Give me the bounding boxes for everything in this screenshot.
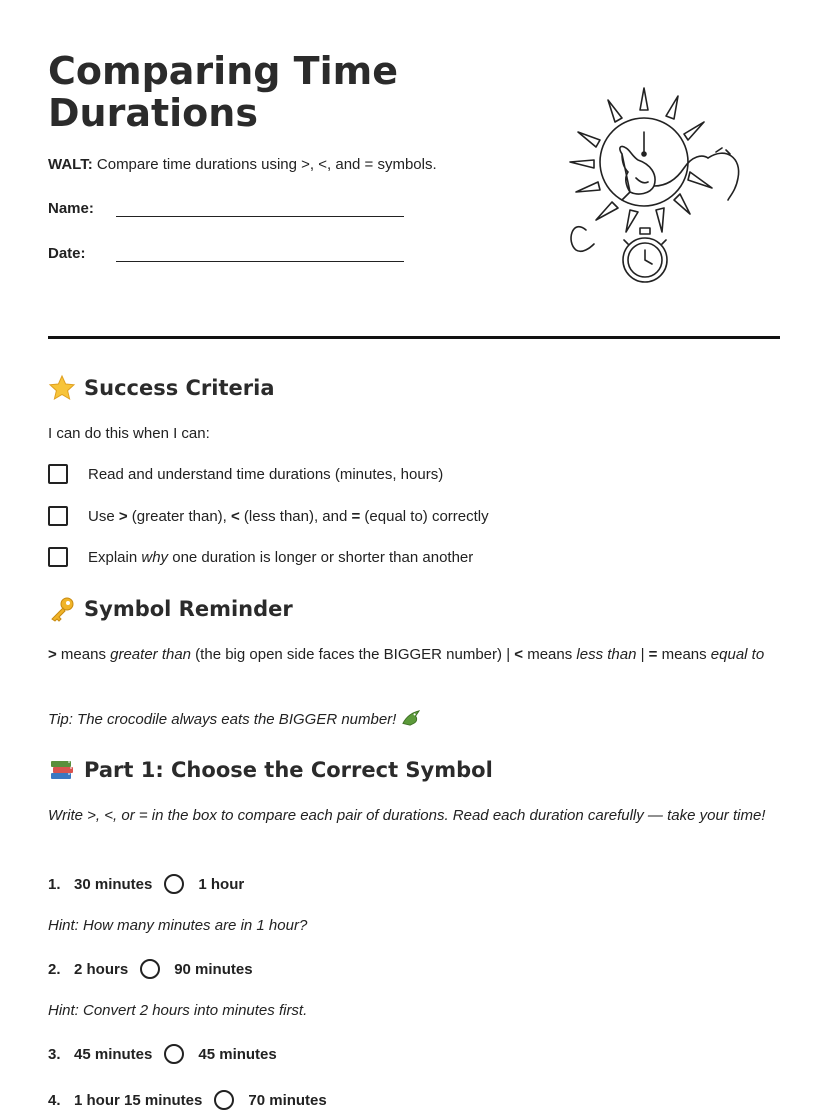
part1-title: Part 1: Choose the Correct Symbol bbox=[84, 758, 493, 782]
hint-text: Hint: Convert 2 hours into minutes first. bbox=[48, 1002, 308, 1019]
right-duration: 45 minutes bbox=[198, 1045, 277, 1063]
question-row: 3. 45 minutes 45 minutes bbox=[48, 1045, 277, 1063]
symbol-reminder-title: Symbol Reminder bbox=[84, 597, 293, 621]
books-icon bbox=[48, 756, 76, 784]
date-field[interactable] bbox=[48, 245, 116, 262]
question-row: 2. 2 hours 90 minutes bbox=[48, 960, 253, 978]
success-intro: I can do this when I can: bbox=[48, 425, 210, 442]
symbol-reminder-text: > means greater than (the big open side faces the BIGGER number) | < means less than | = means equal to bbox=[48, 646, 765, 663]
criteria-text: Use > (greater than), < (less than), and = (equal to) correctly bbox=[88, 507, 489, 525]
criteria-checkbox[interactable] bbox=[48, 547, 68, 567]
right-duration: 70 minutes bbox=[248, 1091, 327, 1109]
left-duration: 30 minutes bbox=[74, 875, 153, 893]
left-duration: 1 hour 15 minutes bbox=[74, 1091, 203, 1109]
sun-clock-illustration-icon bbox=[566, 82, 750, 292]
key-icon bbox=[48, 595, 76, 623]
question-row: 4. 1 hour 15 minutes 70 minutes bbox=[48, 1091, 327, 1109]
criteria-item[interactable] bbox=[48, 506, 489, 526]
name-line[interactable] bbox=[116, 216, 404, 217]
answer-circle[interactable] bbox=[164, 874, 184, 894]
name-field[interactable] bbox=[48, 200, 116, 217]
crocodile-icon bbox=[401, 709, 421, 727]
header-divider bbox=[48, 336, 780, 339]
success-criteria-heading bbox=[48, 374, 275, 402]
answer-circle[interactable] bbox=[214, 1090, 234, 1110]
question-row: 1. 30 minutes 1 hour bbox=[48, 875, 245, 893]
star-icon bbox=[48, 374, 76, 402]
answer-circle[interactable] bbox=[140, 959, 160, 979]
name-label: Name: bbox=[48, 200, 94, 217]
criteria-text: Read and understand time durations (minutes, hours) bbox=[88, 465, 444, 483]
symbol-reminder-heading bbox=[48, 595, 293, 623]
walt-label: WALT: bbox=[48, 156, 93, 173]
hint-text: Hint: How many minutes are in 1 hour? bbox=[48, 917, 308, 934]
right-duration: 90 minutes bbox=[174, 960, 253, 978]
date-line[interactable] bbox=[116, 261, 404, 262]
crocodile-tip: Tip: The crocodile always eats the BIGGER number! bbox=[48, 708, 780, 732]
criteria-checkbox[interactable] bbox=[48, 464, 68, 484]
right-duration: 1 hour bbox=[198, 875, 245, 893]
walt-statement bbox=[48, 156, 437, 173]
answer-circle[interactable] bbox=[164, 1044, 184, 1064]
part1-heading bbox=[48, 756, 493, 784]
part1-instructions: Write >, <, or = in the box to compare each pair of durations. Read each duration carefully — take your time! bbox=[48, 807, 766, 824]
success-criteria-title: Success Criteria bbox=[84, 376, 275, 400]
left-duration: 2 hours bbox=[74, 960, 129, 978]
page-title: Comparing Time Durations bbox=[48, 49, 398, 135]
criteria-checkbox[interactable] bbox=[48, 506, 68, 526]
criteria-text: Explain why one duration is longer or shorter than another bbox=[88, 548, 474, 566]
criteria-item[interactable] bbox=[48, 547, 473, 567]
criteria-item[interactable] bbox=[48, 464, 443, 484]
date-label: Date: bbox=[48, 245, 86, 262]
left-duration: 45 minutes bbox=[74, 1045, 153, 1063]
walt-text: Compare time durations using >, <, and = symbols. bbox=[96, 156, 437, 173]
